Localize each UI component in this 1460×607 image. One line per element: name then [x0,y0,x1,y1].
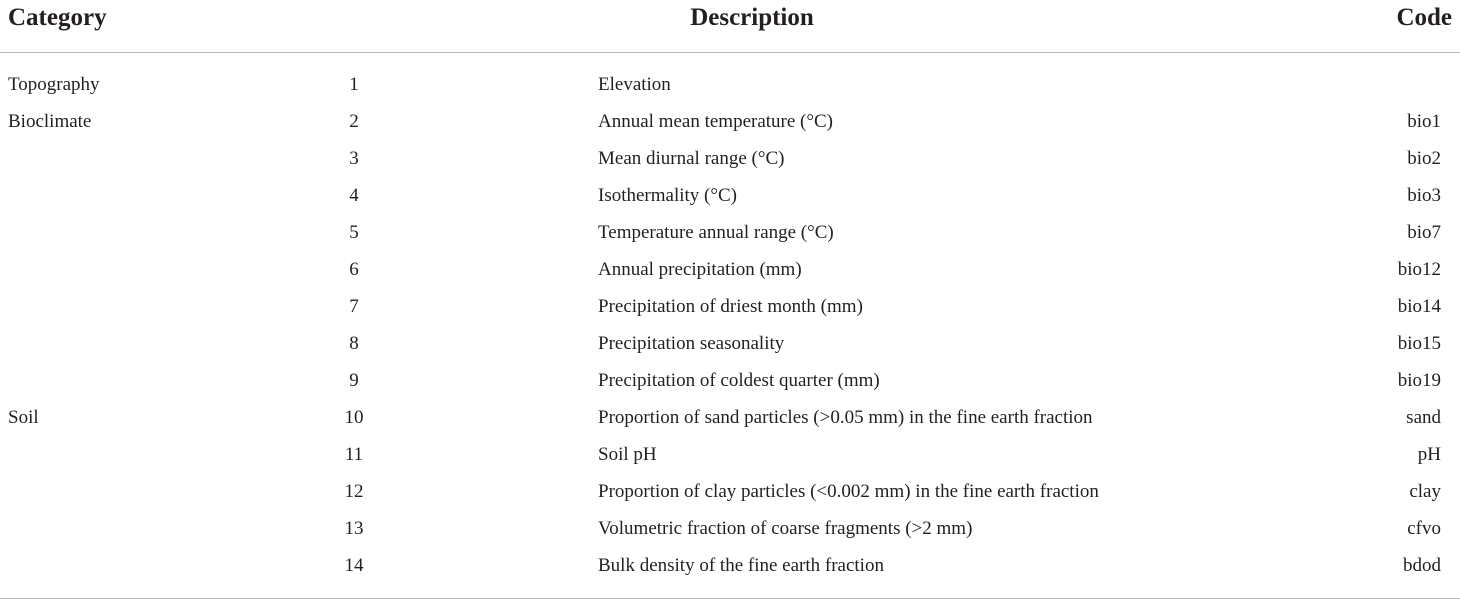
row-category: Soil [8,407,39,428]
row-code: clay [1409,481,1441,502]
table-row [0,103,1460,140]
table-row [0,66,1460,103]
row-description: Volumetric fraction of coarse fragments (>2 mm) [598,518,973,539]
header-code: Code [1396,4,1452,31]
row-code: bio15 [1397,333,1441,354]
row-category: Topography [8,74,100,95]
row-number: 5 [349,222,359,243]
row-number: 12 [344,481,364,502]
row-number: 11 [344,444,364,465]
row-code: bdod [1403,555,1441,576]
row-code: bio7 [1407,222,1441,243]
bottom-rule [0,598,1460,599]
table-row [0,288,1460,325]
row-description: Soil pH [598,444,657,465]
row-number: 2 [349,111,359,132]
row-number: 14 [344,555,364,576]
table-row [0,547,1460,584]
table-row [0,473,1460,510]
row-code: bio1 [1407,111,1441,132]
table-row [0,214,1460,251]
row-code: bio12 [1397,259,1441,280]
table-header [0,0,1460,53]
row-description: Annual precipitation (mm) [598,259,802,280]
table-row [0,251,1460,288]
table-body [0,66,1460,584]
row-description: Precipitation of coldest quarter (mm) [598,370,880,391]
row-description: Isothermality (°C) [598,185,737,206]
row-description: Annual mean temperature (°C) [598,111,833,132]
table-row [0,399,1460,436]
row-code: bio2 [1407,148,1441,169]
header-category: Category [8,4,107,31]
row-number: 7 [349,296,359,317]
row-code: bio14 [1397,296,1441,317]
row-code: cfvo [1407,518,1441,539]
row-number: 8 [349,333,359,354]
table-row [0,362,1460,399]
header-description: Description [690,4,814,31]
row-number: 13 [344,518,364,539]
row-code: sand [1406,407,1441,428]
row-description: Bulk density of the fine earth fraction [598,555,884,576]
row-description: Proportion of clay particles (<0.002 mm) in the fine earth fraction [598,481,1099,502]
row-description: Precipitation of driest month (mm) [598,296,863,317]
row-code: pH [1417,444,1441,465]
row-number: 3 [349,148,359,169]
table-row [0,436,1460,473]
row-number: 10 [344,407,364,428]
row-code: bio19 [1397,370,1441,391]
row-description: Precipitation seasonality [598,333,785,354]
row-category: Bioclimate [8,111,92,132]
table-row [0,140,1460,177]
row-description: Mean diurnal range (°C) [598,148,785,169]
row-number: 4 [349,185,359,206]
table-row [0,325,1460,362]
row-description: Temperature annual range (°C) [598,222,834,243]
row-number: 9 [349,370,359,391]
row-code: bio3 [1407,185,1441,206]
table-row [0,177,1460,214]
row-number: 1 [349,74,359,95]
row-description: Proportion of sand particles (>0.05 mm) in the fine earth fraction [598,407,1093,428]
table-row [0,510,1460,547]
row-description: Elevation [598,74,671,95]
row-number: 6 [349,259,359,280]
